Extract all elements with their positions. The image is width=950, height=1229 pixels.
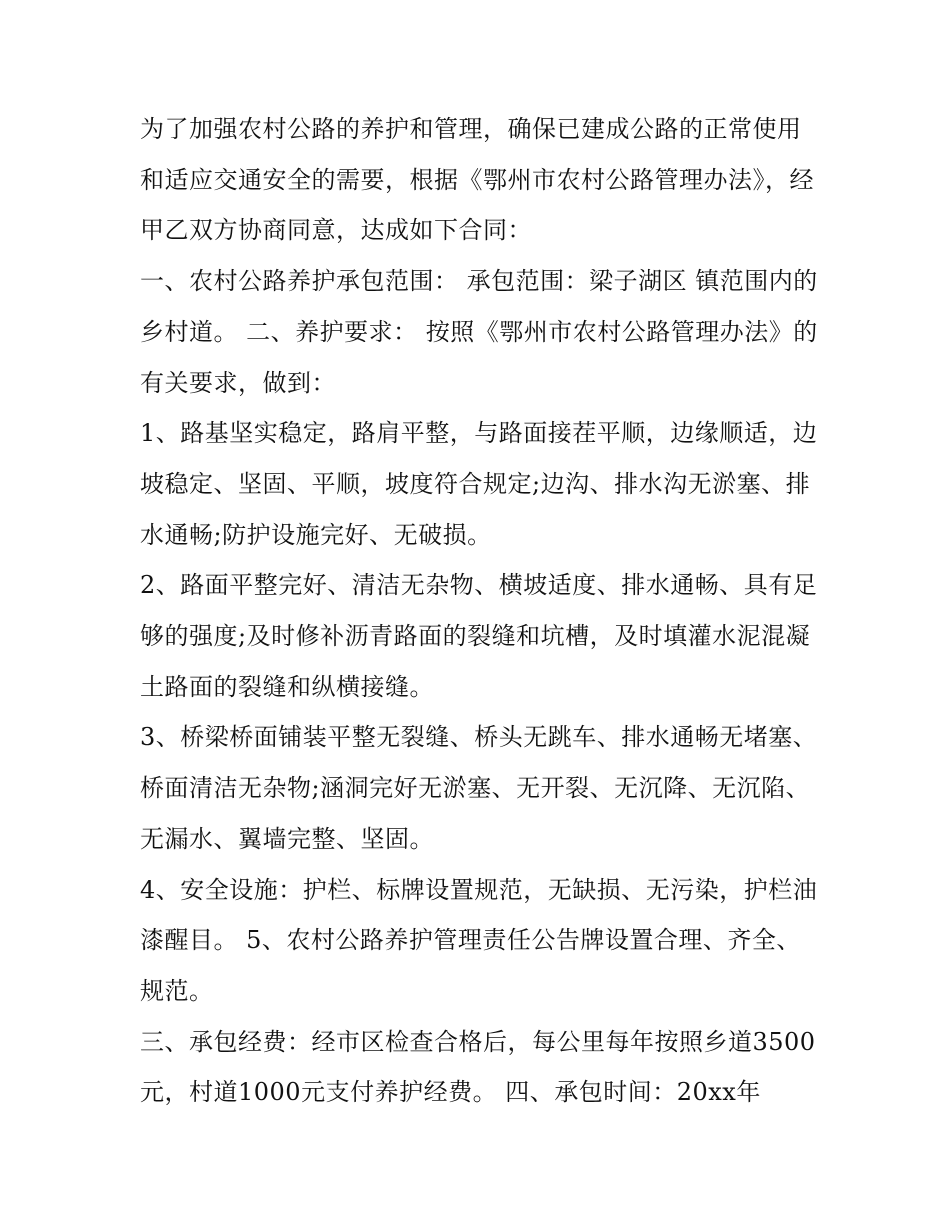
paragraph-scope-and-requirements: 一、农村公路养护承包范围： 承包范围：梁子湖区 镇范围内的乡村道。 二、养护要求： 按照《鄂州市农村公路管理办法》的有关要求，做到： [140, 267, 818, 397]
paragraph-funding-and-term: 三、承包经费：经市区检查合格后，每公里每年按照乡道3500元，村道1000元支付养护经费。 四、承包时间：20xx年 [140, 1027, 816, 1107]
paragraph-item-4-5-safety: 4、安全设施：护栏、标牌设置规范，无缺损、无污染，护栏油漆醒目。 5、农村公路养护管理责任公告牌设置合理、齐全、规范。 [140, 875, 818, 1005]
paragraph-preamble: 为了加强农村公路的养护和管理，确保已建成公路的正常使用和适应交通安全的需要，根据《鄂州市农村公路管理办法》，经甲乙双方协商同意，达成如下合同： [140, 115, 814, 245]
paragraph-item-2-road-surface: 2、路面平整完好、清洁无杂物、横坡适度、排水通畅、具有足够的强度;及时修补沥青路面的裂缝和坑槽，及时填灌水泥混凝土路面的裂缝和纵横接缝。 [140, 571, 818, 701]
paragraph-item-3-bridges: 3、桥梁桥面铺装平整无裂缝、桥头无跳车、排水通畅无堵塞、桥面清洁无杂物;涵洞完好无淤塞、无开裂、无沉降、无沉陷、无漏水、翼墙完整、坚固。 [140, 723, 818, 853]
document-body [140, 104, 820, 1118]
paragraph-item-1-roadbed: 1、路基坚实稳定，路肩平整，与路面接茬平顺，边缘顺适，边坡稳定、坚固、平顺，坡度符合规定;边沟、排水沟无淤塞、排水通畅;防护设施完好、无破损。 [140, 419, 818, 549]
